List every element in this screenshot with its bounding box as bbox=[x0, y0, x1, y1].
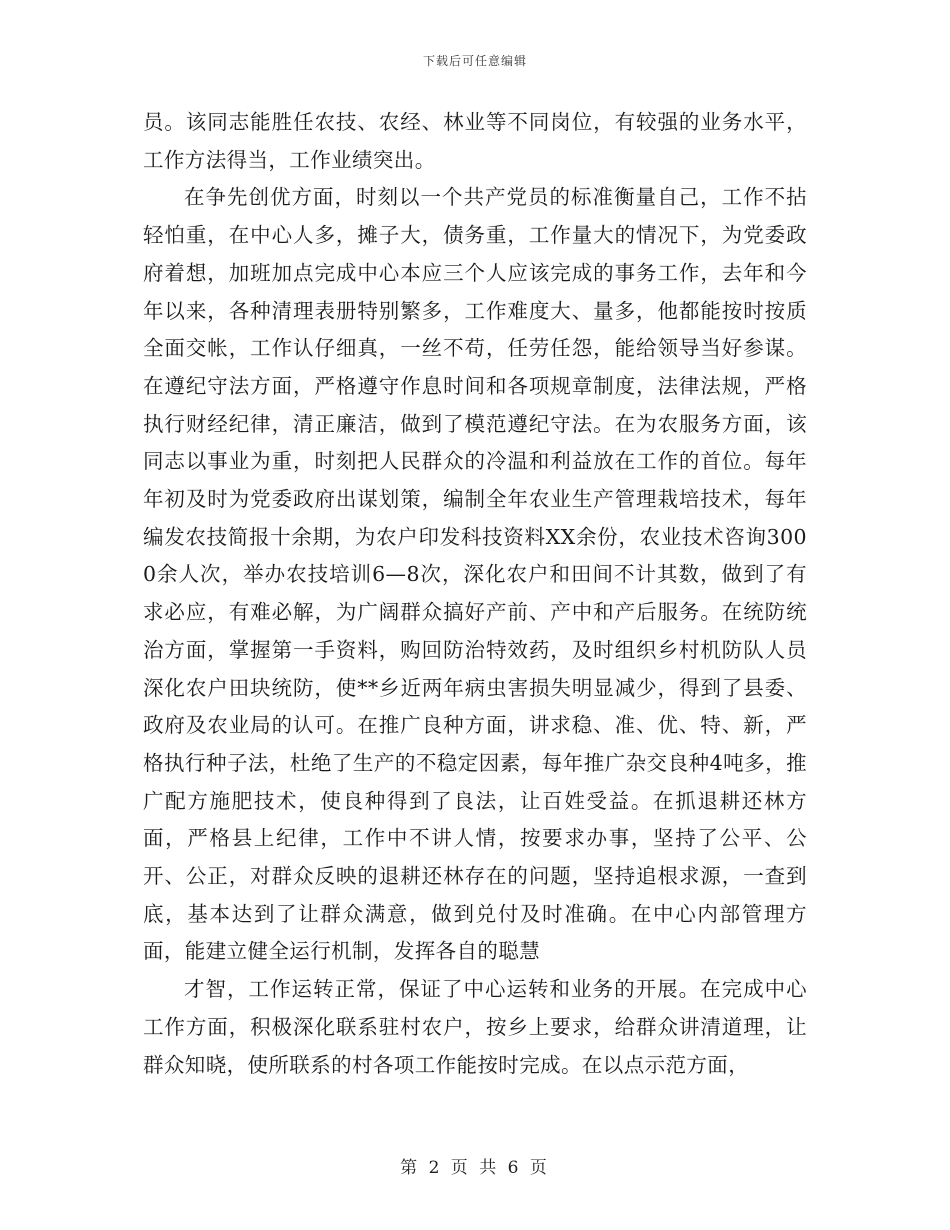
paragraph-2: 在争先创优方面，时刻以一个共产党员的标准衡量自己，工作不拈轻怕重，在中心人多，摊子大，债务重，工作量大的情况下，为党委政府着想，加班加点完成中心本应三个人应该完成的事务工作，去年和今年以来，各种清理表册特别繁多，工作难度大、量多，他都能按时按质全面交帐，工作认仔细真，一丝不苟，任劳任怨，能给领导当好参谋。在遵纪守法方面，严格遵守作息时间和各项规章制度，法律法规，严格执行财经纪律，清正廉洁，做到了模范遵纪守法。在为农服务方面，该同志以事业为重，时刻把人民群众的冷温和利益放在工作的首位。每年年初及时为党委政府出谋划策，编制全年农业生产管理栽培技术，每年编发农技简报十余期，为农户印发科技资料XX余份，农业技术咨询3000余人次，举办农技培训6—8次，深化农户和田间不计其数，做到了有求必应，有难必解，为广阔群众搞好产前、产中和产后服务。在统防统治方面，掌握第一手资料，购回防治特效药，及时组织乡村机防队人员深化农户田块统防，使**乡近两年病虫害损失明显减少，得到了县委、政府及农业局的认可。在推广良种方面，讲求稳、准、优、特、新，严格执行种子法，杜绝了生产的不稳定因素，每年推广杂交良种4吨多，推广配方施肥技术，使良种得到了良法，让百姓受益。在抓退耕还林方面，严格县上纪律，工作中不讲人情，按要求办事，坚持了公平、公开、公正，对群众反映的退耕还林存在的问题，坚持追根求源，一查到底，基本达到了让群众满意，做到兑付及时准确。在中心内部管理方面，能建立健全运行机制，发挥各自的聪慧 bbox=[143, 185, 807, 964]
page-header: 下载后可任意编辑 bbox=[422, 54, 527, 68]
document-body bbox=[143, 104, 807, 1084]
paragraph-1: 员。该同志能胜任农技、农经、林业等不同岗位，有较强的业务水平，工作方法得当，工作业绩突出。 bbox=[143, 110, 807, 172]
page-footer: 第 2 页 共 6 页 bbox=[400, 1158, 550, 1178]
paragraph-3: 才智，工作运转正常，保证了中心运转和业务的开展。在完成中心工作方面，积极深化联系驻村农户，按乡上要求，给群众讲清道理，让群众知晓，使所联系的村各项工作能按时完成。在以点示范方面， bbox=[143, 977, 807, 1077]
